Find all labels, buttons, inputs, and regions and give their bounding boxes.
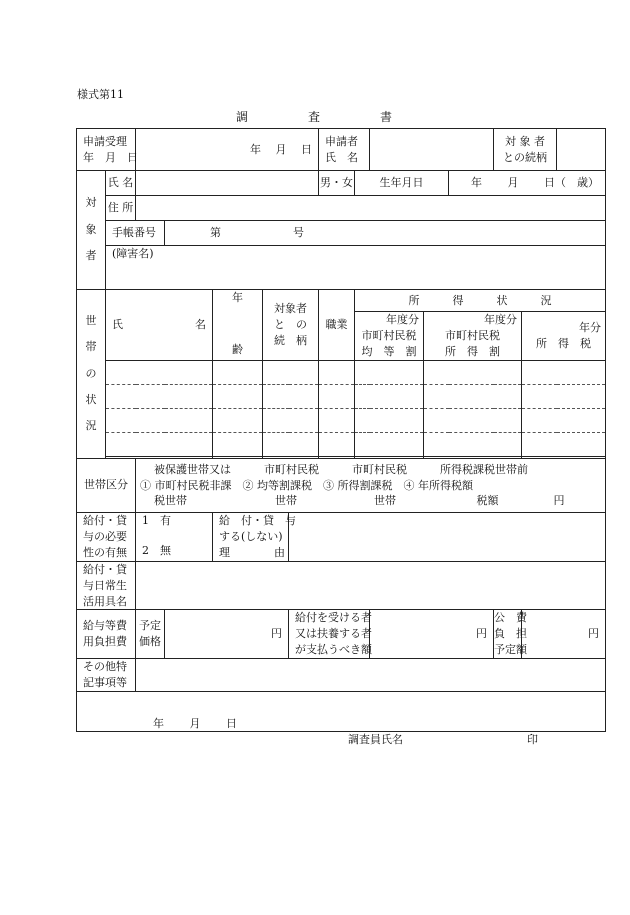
- household-col-name: 氏 名: [106, 290, 213, 361]
- household-col-relation: 対象者 と の 続 柄: [263, 290, 319, 361]
- household-row[interactable]: [77, 384, 606, 408]
- investigator-name-label: 調査員氏名: [348, 732, 403, 746]
- handbook-number-label: 手帳番号: [106, 221, 165, 246]
- subject-name-label: 氏 名: [106, 171, 136, 196]
- household-col-occupation: 職業: [319, 290, 355, 361]
- income-col-income-tax: 年分 所 得 税: [522, 312, 606, 361]
- survey-date-field[interactable]: 年 月 日: [153, 716, 237, 730]
- applicant-name-label: 申請者 氏 名: [319, 129, 370, 171]
- subject-address-label: 住 所: [106, 196, 136, 221]
- income-col-per-capita: 年度分 市町村民税 均 等 割: [355, 312, 424, 361]
- planned-price-field[interactable]: 円: [165, 610, 289, 659]
- need-reason-label: 給 付・貸 与 する(しない) 理 由: [213, 512, 289, 561]
- title-char-2: 査: [308, 110, 321, 124]
- subject-sex-field[interactable]: 男・女: [319, 171, 355, 196]
- need-label: 給付・貸 与の必要 性の有無: [77, 512, 136, 561]
- household-category-label: 世帯区分: [77, 458, 136, 512]
- public-burden-label: 公 費 負 担 予定額: [494, 610, 522, 659]
- subject-address-field[interactable]: [136, 196, 606, 221]
- birth-date-label: 生年月日: [355, 171, 449, 196]
- received-date-label: 申請受理 年 月 日: [77, 129, 136, 171]
- payer-amount-label: 給付を受ける者 又は扶養する者 が支払うべき額: [289, 610, 370, 659]
- payer-amount-field[interactable]: 円: [370, 610, 494, 659]
- need-reason-field[interactable]: [289, 512, 606, 561]
- signature-row: [77, 692, 606, 746]
- subject-side-label: 対 象 者: [77, 171, 106, 290]
- handbook-number-field[interactable]: 第 号: [165, 221, 606, 246]
- daily-goods-field[interactable]: [136, 561, 606, 610]
- disability-name-field[interactable]: (障害名): [106, 246, 606, 290]
- form-number: 様式第11: [77, 88, 124, 101]
- income-col-income-levy: 年度分 市町村民税 所 得 割: [424, 312, 522, 361]
- household-category-options[interactable]: 被保護世帯又は 市町村民税 市町村民税 所得税課税世帯前 ① 市町村民税非課 ② 均等割課税 ③ 所得割課税 ④ 年所得税額 税世帯 世帯 世帯 税額 円: [136, 458, 606, 512]
- household-col-age: 年 齢: [213, 290, 263, 361]
- household-side-label: 世 帯 の 状 況: [77, 290, 106, 459]
- public-burden-field[interactable]: 円: [522, 610, 606, 659]
- daily-goods-label: 給付・貸 与日常生 活用具名: [77, 561, 136, 610]
- subject-name-field[interactable]: [136, 171, 319, 196]
- title-char-1: 調: [236, 110, 249, 124]
- relation-to-subject-label: 対 象 者 との続柄: [494, 129, 557, 171]
- relation-to-subject-field[interactable]: [557, 129, 606, 171]
- birth-date-field[interactable]: 年 月 日（ 歳）: [449, 171, 606, 196]
- notes-field[interactable]: [136, 659, 606, 692]
- received-date-field[interactable]: 年 月 日: [136, 129, 319, 171]
- need-options[interactable]: 1 有 2 無: [136, 512, 213, 561]
- household-row[interactable]: [77, 360, 606, 384]
- household-row[interactable]: [77, 408, 606, 432]
- cost-burden-label: 給与等費 用負担費: [77, 610, 136, 659]
- notes-label: その他特 記事項等: [77, 659, 136, 692]
- household-row[interactable]: [77, 432, 606, 456]
- seal-mark: 印: [527, 732, 538, 746]
- title-char-3: 書: [380, 110, 393, 124]
- planned-price-label: 予定 価格: [136, 610, 165, 659]
- applicant-name-field[interactable]: [370, 129, 494, 171]
- income-status-header: 所 得 状 況: [355, 290, 606, 312]
- survey-form-table: [76, 128, 606, 746]
